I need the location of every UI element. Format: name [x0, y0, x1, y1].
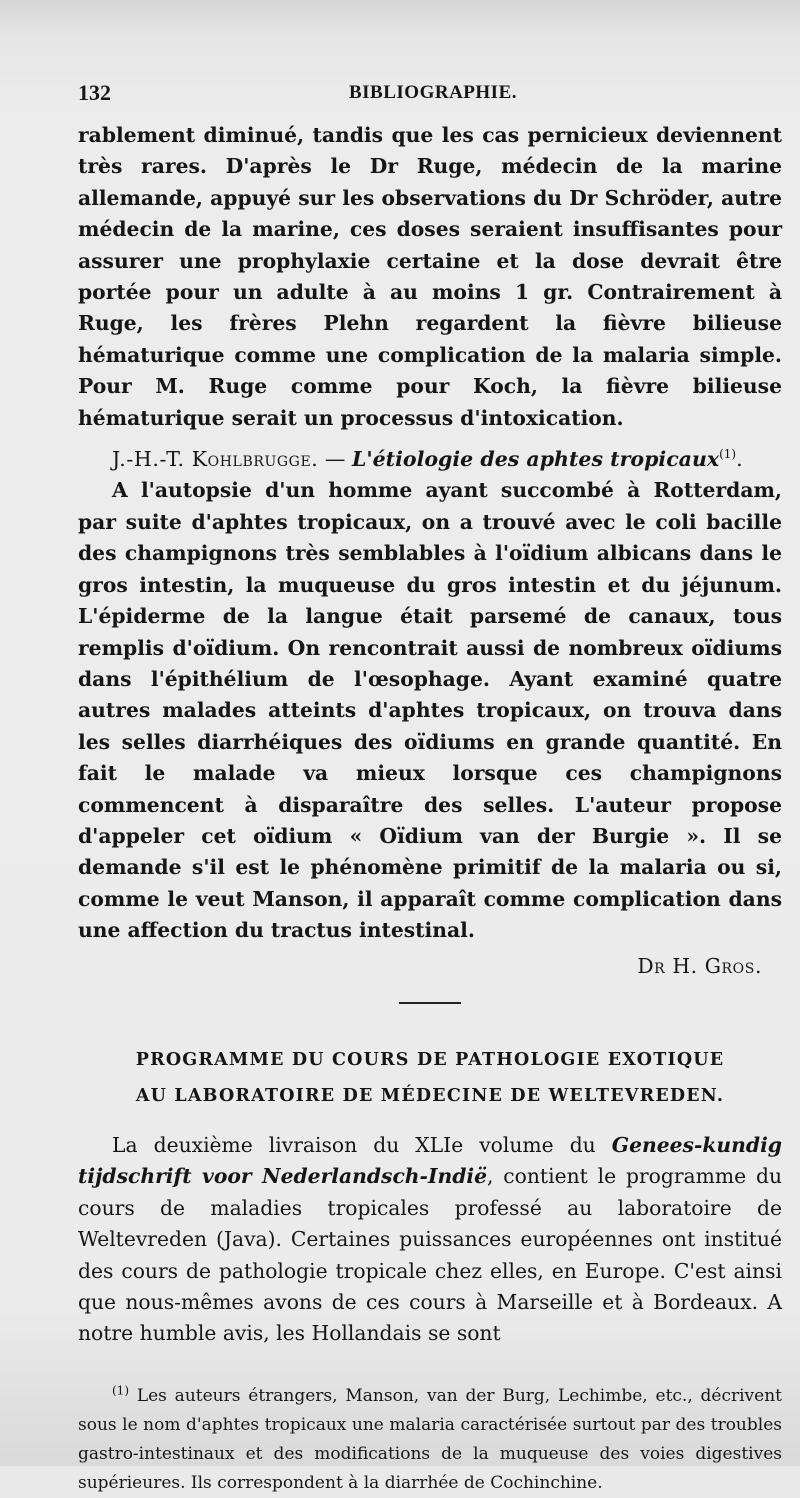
journal-title: Genees-kundig tijdschrift voor Nederlandsch-Indië — [78, 1132, 782, 1189]
review-signature: Dr H. Gros. — [637, 953, 762, 978]
section-title-line-1: PROGRAMME DU COURS DE PATHOLOGIE EXOTIQUE — [135, 1049, 725, 1070]
footnote-text: Les auteurs étrangers, Manson, van der Burg, Lechimbe, etc., décrivent sous le nom d'aphtes tropicaux une malaria caractérisée surtout par des troubles gastro-intestinaux et des modifications de la muqueuse des voies digestives supérieures. Ils correspondent à la diarrhée de Cochinchine. — [78, 1385, 782, 1493]
review-body: A l'autopsie d'un homme ayant succombé à Rotterdam, par suite d'aphtes tropicaux, on a trouvé avec le coli bacille des champignons très semblables à l'oïdium albicans dans le gros intestin, la muqueuse du gros intestin et du jéjunum. L'épiderme de la langue était parsemé de canaux, tous remplis d'oïdium. On rencontrait aussi de nombreux oïdiums dans l'épithélium de l'œsophage. Ayant examiné quatre autres malades atteints d'aphtes tropicaux, on trouva dans les selles diarrhéiques des oïdiums en grande quantité. En fait le malade va mieux lorsque ces champignons commencent à disparaître des selles. L'auteur propose d'appeler cet oïdium « Oïdium van der Burgie ». Il se demande s'il est le phénomène primitif de la malaria ou si, comme le veut Manson, il apparaît comme complication dans une affection du tractus intestinal. — [78, 478, 782, 943]
continued-paragraph: rablement diminué, tandis que les cas pernicieux deviennent très rares. D'après le Dr Ruge, médecin de la marine allemande, appuyé sur les observations du Dr Schröder, autre médecin de la marine, ces doses seraient insuffisantes pour assurer une prophylaxie certaine et la dose devrait être portée pour un adulte à au moins 1 gr. Contrairement à Ruge, les frères Plehn regardent la fièvre bilieuse hématurique comme une complication de la malaria simple. Pour M. Ruge comme pour Koch, la fièvre bilieuse hématurique serait un processus d'intoxication. — [78, 123, 782, 430]
footnote-spacer — [78, 1350, 782, 1382]
footnote-mark: (1) — [112, 1383, 129, 1398]
page-number: 132 — [78, 80, 111, 105]
spacer — [78, 1114, 782, 1130]
section-intro: La deuxième livraison du XLIe volume du — [112, 1132, 612, 1157]
footnote — [78, 1382, 782, 1498]
page-body — [78, 120, 782, 1498]
section-rest: , contient le programme du cours de maladies tropicales professé au laboratoire de Weltevreden (Java). Certaines puissances européennes ont institué des cours de pathologie tropicale chez elles, en Europe. C'est ainsi que nous-mêmes avons de ces cours à Marseille et à Bordeaux. A notre humble avis, les Hollandais se sont — [78, 1164, 783, 1346]
review-author: J.-H.-T. Kohlbrugge. — [112, 447, 319, 472]
section-paragraph — [78, 1130, 782, 1350]
running-title: BIBLIOGRAPHIE. — [348, 82, 517, 103]
section-title-line-2: AU LABORATOIRE DE MÉDECINE DE WELTEVREDEN. — [135, 1085, 725, 1106]
review-heading — [78, 444, 782, 475]
review-dash: — — [318, 447, 352, 472]
footnote-reference: (1) — [719, 447, 737, 462]
review-title-end: . — [736, 447, 743, 472]
section-divider — [399, 1002, 461, 1004]
page-header — [78, 80, 788, 114]
review-title: L'étiologie des aphtes tropicaux — [351, 447, 720, 472]
